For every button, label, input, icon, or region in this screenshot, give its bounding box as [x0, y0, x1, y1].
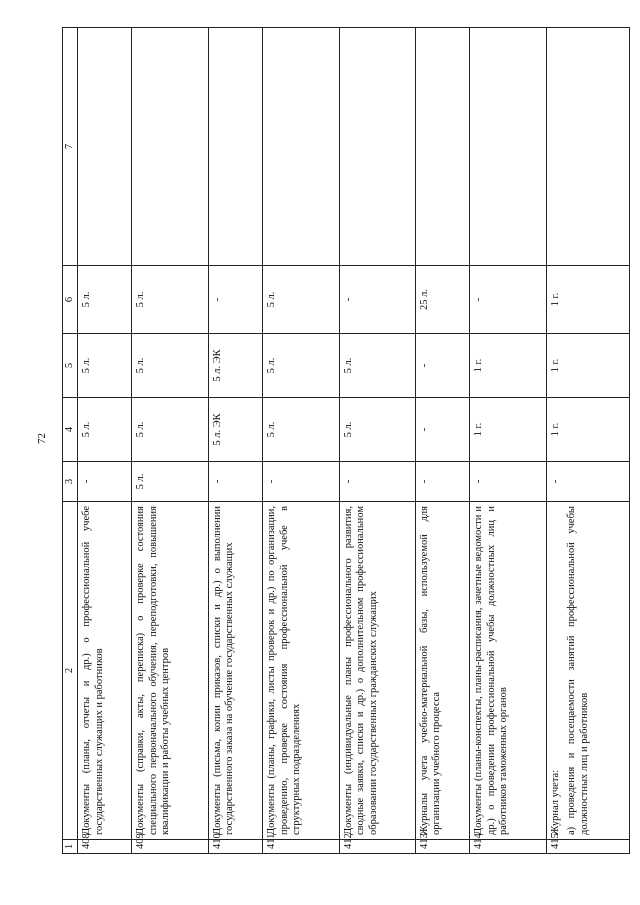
- cell-col-3: 5 л.: [132, 462, 208, 502]
- row-number: 414: [470, 840, 546, 854]
- row-title-cell: [546, 502, 629, 840]
- cell-col-4: 5 л. ЭК: [208, 398, 262, 462]
- cell-col-5: -: [415, 334, 469, 398]
- row-subitem: а) проведения и посещаемости занятий профессиональной учебы должностных лиц и работников: [566, 506, 590, 835]
- cell-col-6: 5 л.: [78, 266, 132, 334]
- cell-col-5: 5 л.: [132, 334, 208, 398]
- cell-col-7: [470, 28, 546, 266]
- cell-col-4: 1 г.: [546, 398, 629, 462]
- row-number: 413: [415, 840, 469, 854]
- cell-col-3: -: [546, 462, 629, 502]
- cell-col-3: -: [415, 462, 469, 502]
- row-number: 411: [263, 840, 339, 854]
- cell-col-6: 1 г.: [546, 266, 629, 334]
- cell-col-7: [415, 28, 469, 266]
- row-number: 412: [339, 840, 415, 854]
- cell-col-6: -: [208, 266, 262, 334]
- table-header-row: [63, 28, 78, 854]
- cell-col-3: -: [470, 462, 546, 502]
- page-number: 72: [36, 433, 48, 444]
- table-row: [263, 28, 339, 854]
- row-number: 410: [208, 840, 262, 854]
- header-col-7: 7: [63, 28, 78, 266]
- cell-col-7: [132, 28, 208, 266]
- header-col-2: 2: [63, 502, 78, 840]
- cell-col-3: -: [208, 462, 262, 502]
- cell-col-4: 5 л.: [263, 398, 339, 462]
- cell-col-7: [546, 28, 629, 266]
- cell-col-7: [208, 28, 262, 266]
- cell-col-6: -: [339, 266, 415, 334]
- header-col-1: 1: [63, 840, 78, 854]
- cell-col-6: 5 л.: [132, 266, 208, 334]
- cell-col-6: -: [470, 266, 546, 334]
- cell-col-3: -: [263, 462, 339, 502]
- cell-col-7: [263, 28, 339, 266]
- row-number: 415: [546, 840, 629, 854]
- header-col-4: 4: [63, 398, 78, 462]
- row-title: Журналы учета учебно-материальной базы, используемой для организации учебного процесса: [415, 502, 469, 840]
- header-col-5: 5: [63, 334, 78, 398]
- table-row: [132, 28, 208, 854]
- cell-col-4: 5 л.: [339, 398, 415, 462]
- cell-col-5: 5 л. ЭК: [208, 334, 262, 398]
- cell-col-4: 5 л.: [132, 398, 208, 462]
- cell-col-4: 5 л.: [78, 398, 132, 462]
- cell-col-4: 1 г.: [470, 398, 546, 462]
- cell-col-5: 1 г.: [546, 334, 629, 398]
- cell-col-6: 5 л.: [263, 266, 339, 334]
- row-title: Документы (письма, копии приказов, списки и др.) о выполнении государственного заказа на обучение государственных служащих: [208, 502, 262, 840]
- records-table: [62, 28, 630, 854]
- header-col-6: 6: [63, 266, 78, 334]
- cell-col-5: 5 л.: [263, 334, 339, 398]
- cell-col-3: -: [78, 462, 132, 502]
- cell-col-5: 1 г.: [470, 334, 546, 398]
- row-title: Документы (планы, отчеты и др.) о профессиональной учебе государственных служащих и работников: [78, 502, 132, 840]
- cell-col-5: 5 л.: [339, 334, 415, 398]
- table-row: [78, 28, 132, 854]
- row-title: Документы (индивидуальные планы профессионального развития, сводные заявки, списки и др.) о дополнительном профессиональном образовании государственных гражданских служащих: [339, 502, 415, 840]
- row-title: Журнал учета:: [549, 769, 561, 835]
- table-row: [415, 28, 469, 854]
- cell-col-6: 25 л.: [415, 266, 469, 334]
- table-row: [208, 28, 262, 854]
- cell-col-5: 5 л.: [78, 334, 132, 398]
- header-col-3: 3: [63, 462, 78, 502]
- cell-col-7: [339, 28, 415, 266]
- cell-col-3: -: [339, 462, 415, 502]
- row-title: Документы (справки, акты, переписка) о проверке состояния специального первоначального обучения, переподготовки, повышения квалификации и работы учебных центров: [132, 502, 208, 840]
- row-title: Документы (планы-конспекты, планы-расписания, зачетные ведомости и др.) о проведении профессиональной учебы должностных лиц и работников таможенных органов: [470, 502, 546, 840]
- table-row: [470, 28, 546, 854]
- cell-col-7: [78, 28, 132, 266]
- row-title: Документы (планы, графики, листы проверок и др.) по организации, проведению, проверке состояния профессиональной учебе в структурных подразделениях: [263, 502, 339, 840]
- table-row: [339, 28, 415, 854]
- cell-col-4: -: [415, 398, 469, 462]
- row-number: 409: [132, 840, 208, 854]
- row-number: 408: [78, 840, 132, 854]
- table-row: [546, 28, 629, 854]
